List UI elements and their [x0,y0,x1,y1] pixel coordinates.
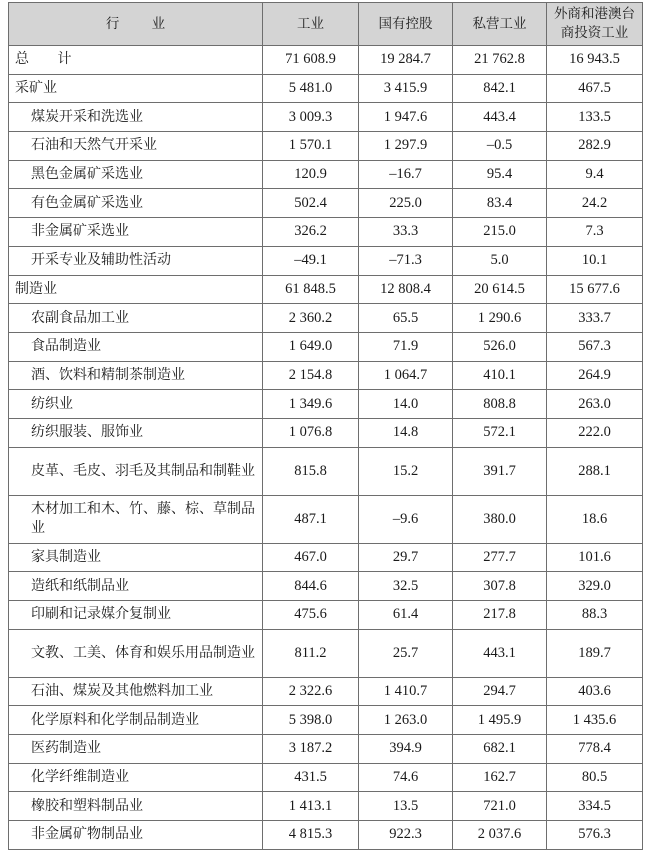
value-industry-total: 1 413.1 [263,792,359,821]
value-industry-total: 5 398.0 [263,706,359,735]
row-industry-name: 总 计 [9,46,263,75]
value-foreign-hkmt: 567.3 [547,332,643,361]
value-industry-total: 71 608.9 [263,46,359,75]
value-foreign-hkmt: 403.6 [547,677,643,706]
value-private: 443.4 [453,103,547,132]
value-state-holding: 225.0 [359,189,453,218]
value-foreign-hkmt: 9.4 [547,160,643,189]
value-private: 1 495.9 [453,706,547,735]
value-private: 277.7 [453,543,547,572]
table-row [9,332,643,361]
value-private: 83.4 [453,189,547,218]
value-foreign-hkmt: 576.3 [547,821,643,850]
document-page [8,2,642,850]
value-state-holding: –16.7 [359,160,453,189]
table-row [9,218,643,247]
table-row [9,74,643,103]
value-private: 391.7 [453,447,547,495]
header-row [9,3,643,46]
value-industry-total: 2 360.2 [263,304,359,333]
row-industry-name: 非金属矿采选业 [9,218,263,247]
row-industry-name: 皮革、毛皮、羽毛及其制品和制鞋业 [9,447,263,495]
value-foreign-hkmt: 80.5 [547,763,643,792]
table-row [9,46,643,75]
value-private: 215.0 [453,218,547,247]
value-state-holding: 14.0 [359,390,453,419]
table-row [9,103,643,132]
row-industry-name: 有色金属矿采选业 [9,189,263,218]
value-private: 721.0 [453,792,547,821]
value-industry-total: 475.6 [263,601,359,630]
value-state-holding: 29.7 [359,543,453,572]
value-foreign-hkmt: 18.6 [547,495,643,543]
value-state-holding: 1 064.7 [359,361,453,390]
row-industry-name: 纺织业 [9,390,263,419]
value-state-holding: 394.9 [359,735,453,764]
value-industry-total: –49.1 [263,246,359,275]
value-industry-total: 61 848.5 [263,275,359,304]
value-foreign-hkmt: 133.5 [547,103,643,132]
value-state-holding: 12 808.4 [359,275,453,304]
row-industry-name: 煤炭开采和洗选业 [9,103,263,132]
table-row [9,792,643,821]
row-industry-name: 非金属矿物制品业 [9,821,263,850]
value-private: –0.5 [453,132,547,161]
row-industry-name: 石油和天然气开采业 [9,132,263,161]
header-state-holding: 国有控股 [359,3,453,46]
row-industry-name: 橡胶和塑料制品业 [9,792,263,821]
table-row [9,304,643,333]
table-row [9,572,643,601]
table-row [9,735,643,764]
table-row [9,821,643,850]
table-row [9,246,643,275]
row-industry-name: 医药制造业 [9,735,263,764]
table-row [9,629,643,677]
value-private: 21 762.8 [453,46,547,75]
industry-profit-table [8,2,643,850]
value-state-holding: 19 284.7 [359,46,453,75]
value-industry-total: 1 349.6 [263,390,359,419]
table-row [9,160,643,189]
header-industry: 行 业 [9,3,263,46]
header-private: 私营工业 [453,3,547,46]
value-state-holding: 33.3 [359,218,453,247]
value-foreign-hkmt: 467.5 [547,74,643,103]
value-private: 443.1 [453,629,547,677]
row-industry-name: 纺织服装、服饰业 [9,418,263,447]
value-private: 526.0 [453,332,547,361]
value-foreign-hkmt: 334.5 [547,792,643,821]
value-industry-total: 120.9 [263,160,359,189]
row-industry-name: 化学纤维制造业 [9,763,263,792]
value-state-holding: –71.3 [359,246,453,275]
value-industry-total: 5 481.0 [263,74,359,103]
value-industry-total: 502.4 [263,189,359,218]
header-industry-total: 工业 [263,3,359,46]
value-industry-total: 815.8 [263,447,359,495]
value-state-holding: 14.8 [359,418,453,447]
table-row [9,447,643,495]
value-foreign-hkmt: 24.2 [547,189,643,218]
value-foreign-hkmt: 1 435.6 [547,706,643,735]
value-private: 572.1 [453,418,547,447]
value-foreign-hkmt: 10.1 [547,246,643,275]
value-industry-total: 3 009.3 [263,103,359,132]
value-foreign-hkmt: 15 677.6 [547,275,643,304]
row-industry-name: 黑色金属矿采选业 [9,160,263,189]
row-industry-name: 农副食品加工业 [9,304,263,333]
value-foreign-hkmt: 264.9 [547,361,643,390]
value-state-holding: 25.7 [359,629,453,677]
table-row [9,418,643,447]
table-row [9,677,643,706]
value-industry-total: 467.0 [263,543,359,572]
table-row [9,390,643,419]
value-industry-total: 2 154.8 [263,361,359,390]
value-industry-total: 487.1 [263,495,359,543]
header-foreign-hkmt [547,3,643,46]
value-private: 682.1 [453,735,547,764]
header-foreign-line1: 外商和港澳台 [554,6,635,22]
value-state-holding: 65.5 [359,304,453,333]
value-private: 380.0 [453,495,547,543]
value-state-holding: 74.6 [359,763,453,792]
value-foreign-hkmt: 329.0 [547,572,643,601]
value-state-holding: 15.2 [359,447,453,495]
value-state-holding: 13.5 [359,792,453,821]
value-state-holding: 1 263.0 [359,706,453,735]
row-industry-name: 石油、煤炭及其他燃料加工业 [9,677,263,706]
table-row [9,543,643,572]
row-industry-name: 化学原料和化学制品制造业 [9,706,263,735]
value-industry-total: 811.2 [263,629,359,677]
value-state-holding: 61.4 [359,601,453,630]
value-private: 162.7 [453,763,547,792]
value-foreign-hkmt: 333.7 [547,304,643,333]
value-industry-total: 3 187.2 [263,735,359,764]
value-private: 1 290.6 [453,304,547,333]
value-foreign-hkmt: 778.4 [547,735,643,764]
row-industry-name: 木材加工和木、竹、藤、棕、草制品业 [9,495,263,543]
value-industry-total: 4 815.3 [263,821,359,850]
table-row [9,189,643,218]
value-state-holding: 3 415.9 [359,74,453,103]
value-private: 5.0 [453,246,547,275]
value-foreign-hkmt: 263.0 [547,390,643,419]
value-industry-total: 1 649.0 [263,332,359,361]
row-industry-name: 开采专业及辅助性活动 [9,246,263,275]
header-foreign-line2: 商投资工业 [560,25,629,41]
row-industry-name: 酒、饮料和精制茶制造业 [9,361,263,390]
value-foreign-hkmt: 101.6 [547,543,643,572]
value-private: 20 614.5 [453,275,547,304]
value-state-holding: 1 410.7 [359,677,453,706]
value-private: 410.1 [453,361,547,390]
value-industry-total: 1 570.1 [263,132,359,161]
row-industry-name: 印刷和记录媒介复制业 [9,601,263,630]
value-state-holding: –9.6 [359,495,453,543]
value-foreign-hkmt: 7.3 [547,218,643,247]
table-body [9,46,643,850]
row-industry-name: 食品制造业 [9,332,263,361]
value-state-holding: 922.3 [359,821,453,850]
value-foreign-hkmt: 88.3 [547,601,643,630]
table-row [9,706,643,735]
value-private: 95.4 [453,160,547,189]
value-foreign-hkmt: 189.7 [547,629,643,677]
value-state-holding: 1 947.6 [359,103,453,132]
row-industry-name: 家具制造业 [9,543,263,572]
row-industry-name: 制造业 [9,275,263,304]
value-foreign-hkmt: 16 943.5 [547,46,643,75]
value-industry-total: 2 322.6 [263,677,359,706]
value-private: 294.7 [453,677,547,706]
value-industry-total: 326.2 [263,218,359,247]
table-header [9,3,643,46]
table-row [9,601,643,630]
value-industry-total: 1 076.8 [263,418,359,447]
table-row [9,763,643,792]
value-state-holding: 32.5 [359,572,453,601]
value-foreign-hkmt: 222.0 [547,418,643,447]
value-private: 307.8 [453,572,547,601]
value-private: 842.1 [453,74,547,103]
value-private: 808.8 [453,390,547,419]
value-private: 2 037.6 [453,821,547,850]
table-row [9,495,643,543]
table-row [9,275,643,304]
value-industry-total: 844.6 [263,572,359,601]
value-private: 217.8 [453,601,547,630]
value-foreign-hkmt: 282.9 [547,132,643,161]
value-foreign-hkmt: 288.1 [547,447,643,495]
row-industry-name: 采矿业 [9,74,263,103]
value-industry-total: 431.5 [263,763,359,792]
value-state-holding: 71.9 [359,332,453,361]
table-row [9,132,643,161]
table-row [9,361,643,390]
value-state-holding: 1 297.9 [359,132,453,161]
row-industry-name: 文教、工美、体育和娱乐用品制造业 [9,629,263,677]
row-industry-name: 造纸和纸制品业 [9,572,263,601]
